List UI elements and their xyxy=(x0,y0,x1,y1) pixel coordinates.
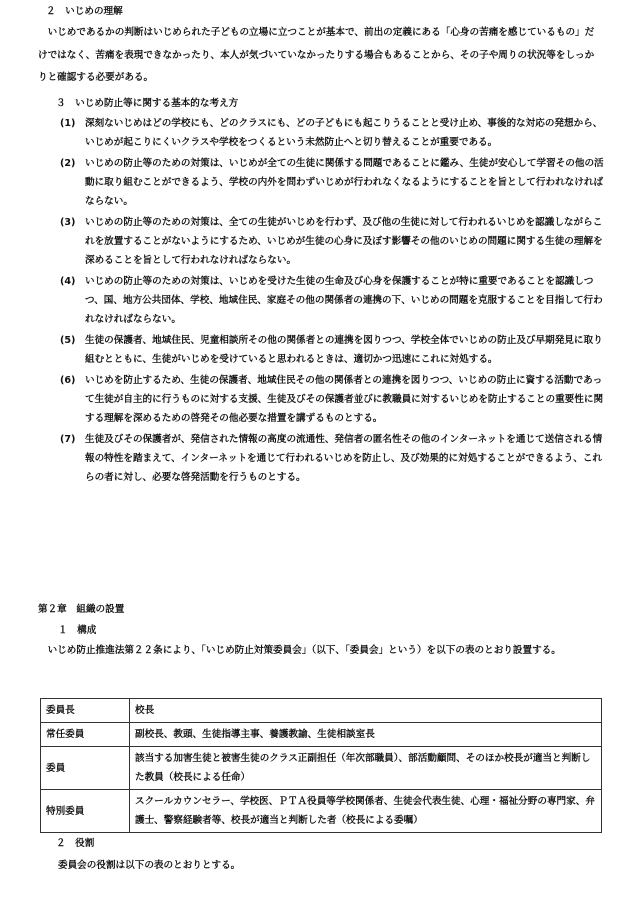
table-row xyxy=(41,723,602,747)
approach-item-number: (4) xyxy=(60,275,76,287)
table-row xyxy=(41,699,602,723)
chapter-title: 第２章 組織の設置 xyxy=(38,604,125,615)
section-heading-basic-approach: ３ いじめ防止等に関する基本的な考え方 xyxy=(56,98,239,109)
understanding-text: いじめであるかの判断はいじめられた子どもの立場に立つことが基本で、前出の定義にある「心身の苦痛を感じているもの」だけではなく、苦痛を表現できなかったり、本人が気づいていなかったりする場合もあることから、その子や周りの状況等をしっかりと確認する必要がある。 xyxy=(38,27,595,83)
structure-paragraph xyxy=(38,640,603,663)
roles-paragraph: 委員会の役割は以下の表のとおりとする。 xyxy=(58,860,241,871)
approach-item-text: 生徒の保護者、地域住民、児童相談所その他の関係者との連携を図りつつ、学校全体でいじめの防止及び早期発見に取り組むとともに、生徒がいじめを受けていると思われるときは、適切かつ迅速にこれに対処する。 xyxy=(85,334,603,365)
section-heading-understanding: ２ いじめの理解 xyxy=(46,6,123,17)
committee-table xyxy=(40,698,602,833)
members-cell: 副校長、教頭、生徒指導主事、養護教諭、生徒相談室長 xyxy=(130,723,602,747)
role-cell: 特別委員 xyxy=(41,790,130,833)
approach-item-text: 深刻ないじめはどの学校にも、どのクラスにも、どの子どもにも起こりうることと受け止め、事後的な対応の発想から、いじめが起こりにくいクラスや学校をつくるという未然防止へと切り替えることが重要である。 xyxy=(85,118,603,149)
approach-item xyxy=(60,154,605,212)
approach-item-number: (1) xyxy=(60,118,76,129)
approach-item-text: いじめの防止等のための対策は、いじめが全ての生徒に関係する問題であることに鑑み、生徒が安心して学習その他の活動に取り組むことができるよう、学校の内外を問わずいじめが行われなくなるようにすることを旨として行われなければならない。 xyxy=(85,157,604,208)
approach-item-text: 生徒及びその保護者が、発信された情報の高度の流通性、発信者の匿名性その他のインターネットを通じて送信される情報の特性を踏まえて、インターネットを通じて行われるいじめを防止し、及び効果的に対処することができるよう、これらの者に対し、必要な啓発活動を行うものとする。 xyxy=(85,433,603,483)
approach-item xyxy=(60,213,605,271)
approach-item-number: (5) xyxy=(60,334,76,346)
approach-item xyxy=(60,331,605,369)
section-heading-structure: １ 構成 xyxy=(58,625,97,636)
approach-item-text: いじめの防止等のための対策は、全ての生徒がいじめを行わず、及び他の生徒に対して行われるいじめを認識しながらこれを放置することがないようにするため、いじめが生徒の心身に及ぼす影響その他のいじめの問題に関する生徒の理解を深めることを旨として行われなければならない。 xyxy=(85,216,603,267)
approach-item xyxy=(60,371,605,429)
approach-item xyxy=(60,272,605,330)
section-heading-roles: ２ 役割 xyxy=(56,838,95,849)
approach-item-number: (6) xyxy=(60,374,76,386)
table-row xyxy=(41,790,602,833)
structure-text: いじめ防止推進法第２２条により、「いじめ防止対策委員会」（以下、「委員会」という）を以下の表のとおり設置する。 xyxy=(47,645,561,656)
approach-item-text: いじめの防止等のための対策は、いじめを受けた生徒の生命及び心身を保護することが特に重要であることを認識しつつ、国、地方公共団体、学校、地域住民、家庭その他の関係者の連携の下、いじめの問題を克服することを目指して行われなければならない。 xyxy=(85,275,603,326)
role-cell: 委員 xyxy=(41,747,130,790)
approach-item xyxy=(60,430,605,488)
approach-item-number: (7) xyxy=(60,433,76,445)
approach-list xyxy=(60,114,605,489)
understanding-paragraph xyxy=(38,22,603,90)
role-cell: 常任委員 xyxy=(41,723,130,747)
members-cell: 該当する加害生徒と被害生徒のクラス正副担任（年次部職員）、部活動顧問、そのほか校長が適当と判断した教員（校長による任命） xyxy=(130,747,602,790)
approach-item-number: (3) xyxy=(60,216,76,228)
role-cell: 委員長 xyxy=(41,699,130,723)
members-cell: 校長 xyxy=(130,699,602,723)
approach-item xyxy=(60,114,605,152)
approach-item-text: いじめを防止するため、生徒の保護者、地域住民その他の関係者との連携を図りつつ、いじめの防止に資する活動であって生徒が自主的に行うものに対する支援、生徒及びその保護者並びに教職員に対するいじめを防止することの重要性に関する理解を深めるための啓発その他必要な措置を講ずるものとする。 xyxy=(85,374,604,424)
approach-item-number: (2) xyxy=(60,157,76,169)
table-row xyxy=(41,747,602,790)
members-cell: スクールカウンセラー、学校医、ＰＴＡ役員等学校関係者、生徒会代表生徒、心理・福祉分野の専門家、弁護士、警察経験者等、校長が適当と判断した者（校長による委嘱） xyxy=(130,790,602,833)
